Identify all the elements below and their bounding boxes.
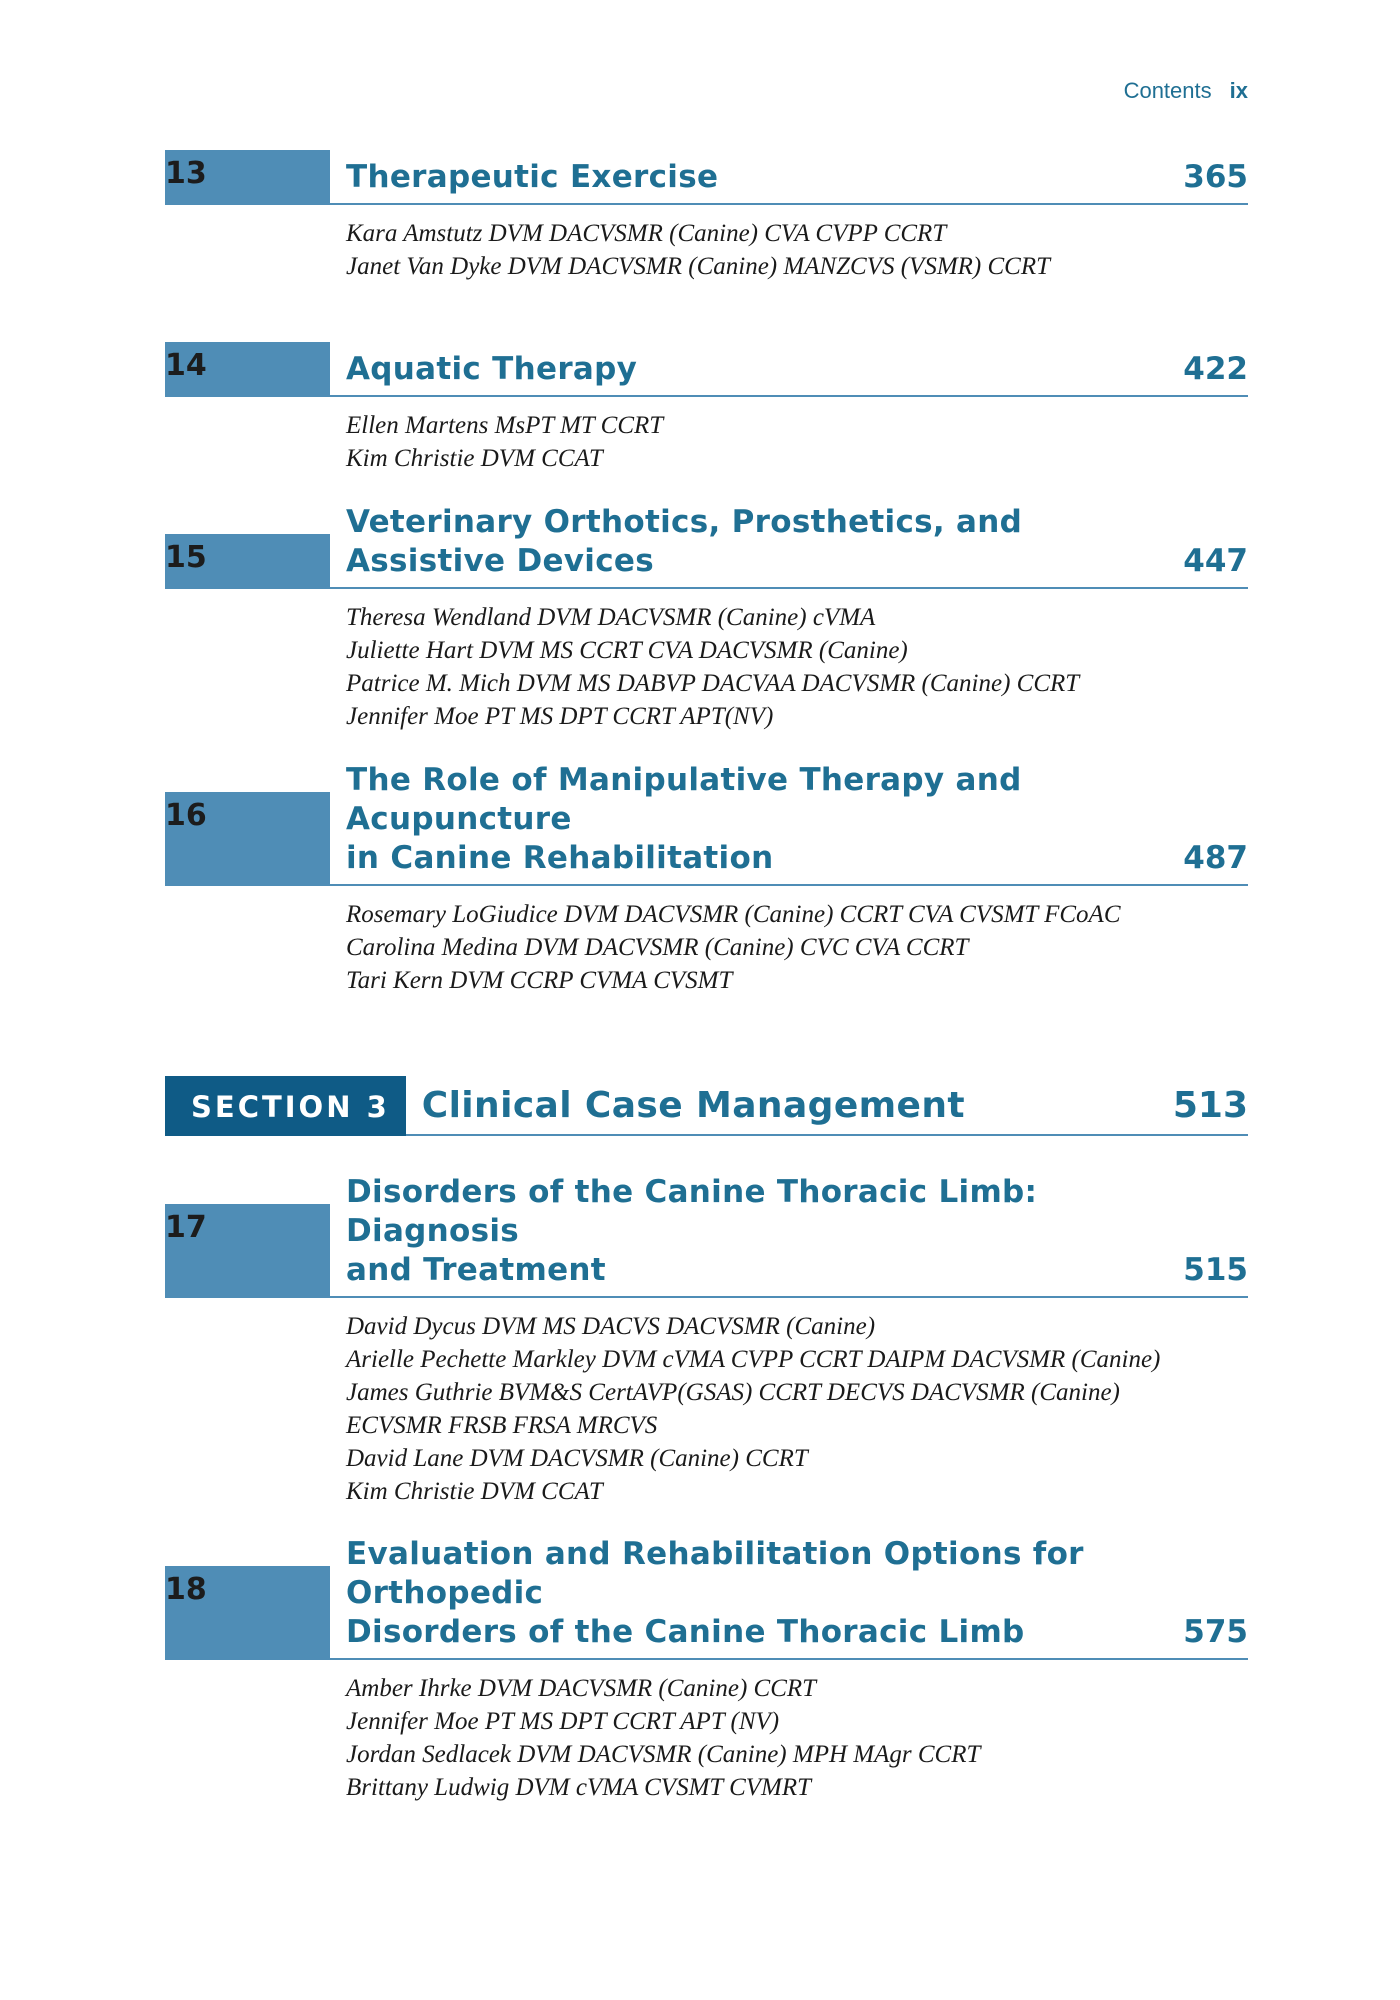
chapter-page-number[interactable]: 515: [1183, 1252, 1248, 1288]
author: Ellen Martens MsPT MT CCRT: [346, 412, 664, 439]
author: David Dycus DVM MS DACVS DACVSMR (Canine): [346, 1313, 876, 1340]
chapter-title-bar: [330, 342, 1248, 397]
chapter-number: 17: [165, 1204, 330, 1298]
author: James Guthrie BVM&S CertAVP(GSAS) CCRT DECVS DACVSMR (Canine): [346, 1379, 1120, 1406]
author: Kim Christie DVM CCAT: [346, 1478, 603, 1505]
author: Kara Amstutz DVM DACVSMR (Canine) CVA CVPP CCRT: [346, 220, 947, 247]
author: Arielle Pechette Markley DVM cVMA CVPP CCRT DAIPM DACVSMR (Canine): [346, 1346, 1161, 1373]
chapter-13: [165, 150, 1248, 283]
chapter-15: [165, 504, 1248, 733]
chapter-title[interactable]: [346, 1535, 1183, 1652]
chapter-title-line-1: The Role of Manipulative Therapy and Acupuncture: [346, 762, 1022, 837]
chapter-number: 18: [165, 1566, 330, 1660]
author: Theresa Wendland DVM DACVSMR (Canine) cVMA: [346, 604, 876, 631]
chapter-heading: [165, 504, 1248, 589]
chapter-page-number[interactable]: 487: [1183, 840, 1248, 876]
chapter-title-line-1: Disorders of the Canine Thoracic Limb: Diagnosis: [346, 1174, 1038, 1249]
chapter-14: [165, 342, 1248, 475]
chapter-heading: [165, 342, 1248, 397]
section-title[interactable]: Clinical Case Management: [421, 1084, 966, 1126]
chapter-title[interactable]: Aquatic Therapy: [346, 351, 638, 387]
chapter-heading: [165, 1174, 1248, 1298]
author: ECVSMR FRSB FRSA MRCVS: [346, 1412, 658, 1439]
author: Kim Christie DVM CCAT: [346, 445, 603, 472]
author: Jordan Sedlacek DVM DACVSMR (Canine) MPH MAgr CCRT: [346, 1741, 981, 1768]
section-label: SECTION 3: [165, 1076, 406, 1136]
chapter-16: [165, 762, 1248, 997]
chapter-title[interactable]: Veterinary Orthotics, Prosthetics, and Assistive Devices: [346, 504, 1023, 579]
chapter-page-number[interactable]: 365: [1183, 159, 1248, 195]
chapter-page-number[interactable]: 575: [1183, 1614, 1248, 1650]
author: Patrice M. Mich DVM MS DABVP DACVAA DACVSMR (Canine) CCRT: [346, 670, 1080, 697]
author: Carolina Medina DVM DACVSMR (Canine) CVC CVA CCRT: [346, 934, 969, 961]
author-list: [346, 1310, 1248, 1508]
author-list: [346, 1672, 1248, 1804]
chapter-title-line-2: and Treatment: [346, 1252, 606, 1288]
chapter-title-line-1: Evaluation and Rehabilitation Options for Orthopedic: [346, 1536, 1084, 1611]
chapter-title-line-2: in Canine Rehabilitation: [346, 840, 774, 876]
author: Rosemary LoGiudice DVM DACVSMR (Canine) CCRT CVA CVSMT FCoAC: [346, 901, 1121, 928]
chapter-heading: [165, 762, 1248, 886]
author: Amber Ihrke DVM DACVSMR (Canine) CCRT: [346, 1675, 817, 1702]
page-folio: ix: [1229, 78, 1248, 103]
chapter-number: 15: [165, 534, 330, 589]
chapter-number: 14: [165, 342, 330, 397]
chapter-title-bar: [330, 150, 1248, 205]
author: Jennifer Moe PT MS DPT CCRT APT (NV): [346, 1708, 780, 1735]
section-heading: [165, 1076, 1248, 1136]
chapter-number: 13: [165, 150, 330, 205]
chapter-17: [165, 1174, 1248, 1508]
running-head-label: Contents: [1123, 78, 1212, 103]
chapter-title-bar: [330, 1174, 1248, 1298]
chapter-page-number[interactable]: 447: [1183, 543, 1248, 579]
section-title-bar: [406, 1076, 1248, 1136]
author: Jennifer Moe PT MS DPT CCRT APT(NV): [346, 703, 774, 730]
chapter-title-bar: [330, 1536, 1248, 1660]
chapter-page-number[interactable]: 422: [1183, 351, 1248, 387]
author: Brittany Ludwig DVM cVMA CVSMT CVMRT: [346, 1774, 812, 1801]
chapter-number: 16: [165, 792, 330, 886]
author: Janet Van Dyke DVM DACVSMR (Canine) MANZCVS (VSMR) CCRT: [346, 253, 1051, 280]
running-head: [1124, 78, 1248, 104]
author-list: [346, 601, 1248, 733]
chapter-title-bar: [330, 504, 1248, 589]
author-list: [346, 898, 1248, 997]
author: Tari Kern DVM CCRP CVMA CVSMT: [346, 967, 733, 994]
chapter-title-line-2: Disorders of the Canine Thoracic Limb: [346, 1614, 1025, 1650]
author: Juliette Hart DVM MS CCRT CVA DACVSMR (Canine): [346, 637, 908, 664]
chapter-heading: [165, 1536, 1248, 1660]
author-list: [346, 217, 1248, 283]
chapter-title[interactable]: [346, 1173, 1183, 1290]
chapter-heading: [165, 150, 1248, 205]
author: David Lane DVM DACVSMR (Canine) CCRT: [346, 1445, 808, 1472]
author-list: [346, 409, 1248, 475]
section-page-number[interactable]: 513: [1172, 1084, 1248, 1126]
chapter-title[interactable]: [346, 761, 1183, 878]
chapter-title[interactable]: Therapeutic Exercise: [346, 159, 719, 195]
chapter-18: [165, 1536, 1248, 1804]
chapter-title-bar: [330, 762, 1248, 886]
